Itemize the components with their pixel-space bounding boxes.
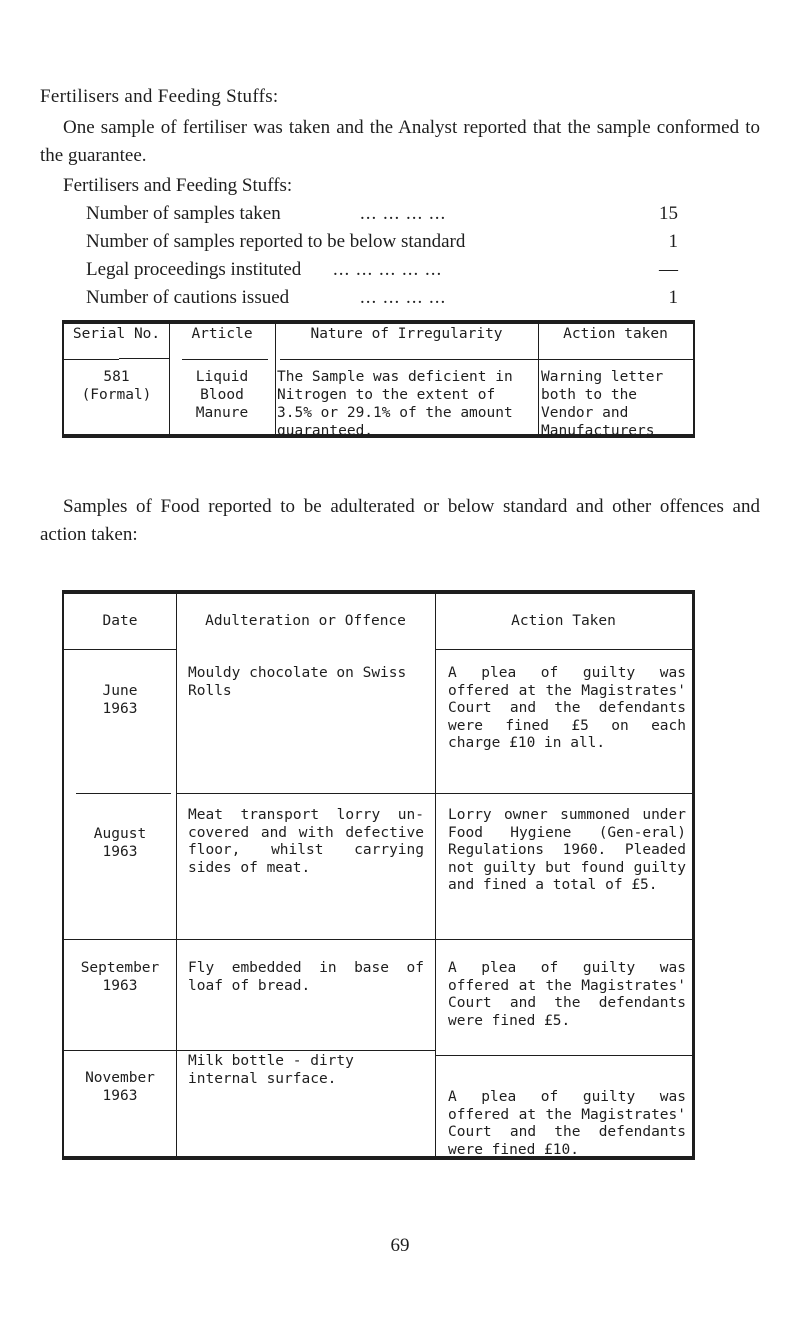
- date-year: 1963: [102, 977, 138, 994]
- header-article: Article: [191, 326, 253, 342]
- header-action-taken: Action taken: [563, 326, 668, 342]
- row-rule: [435, 793, 692, 794]
- stat-row-below-standard: [86, 231, 678, 259]
- row-rule: [435, 649, 692, 650]
- date-year: 1963: [102, 700, 138, 717]
- article-line: Blood: [200, 387, 244, 403]
- column-divider: [176, 594, 177, 1156]
- stat-label: Legal proceedings instituted: [86, 259, 302, 280]
- serial-line: (Formal): [81, 387, 152, 403]
- leader-dots: ... ... ... ... ...: [333, 259, 443, 280]
- header-rule: [64, 359, 119, 360]
- article-cell: [169, 368, 275, 422]
- row-rule: [176, 939, 435, 940]
- stat-row-legal-proceedings: [86, 259, 678, 287]
- date-year: 1963: [102, 843, 138, 860]
- header-rule: [538, 359, 693, 360]
- row-rule: [435, 1055, 692, 1056]
- stat-row-cautions-issued: [86, 287, 678, 315]
- action-line: Warning letter: [541, 369, 664, 385]
- column-divider: [435, 594, 436, 1156]
- action-cell: A plea of guilty was offered at the Magistrates' Court and the defendants were fined £10.: [448, 1089, 686, 1158]
- stat-value: —: [659, 259, 678, 280]
- date-cell: [64, 1070, 176, 1105]
- section-heading: Fertilisers and Feeding Stuffs:: [40, 86, 279, 107]
- action-cell: A plea of guilty was offered at the Magistrates' Court and the defendants were fined £5.: [448, 960, 686, 1029]
- header-adulteration-offence: Adulteration or Offence: [205, 613, 406, 629]
- nature-line: The Sample was deficient in: [277, 369, 513, 385]
- action-cell: A plea of guilty was offered at the Magistrates' Court and the defendants were fined £5 on each charge £10 in all.: [448, 665, 686, 751]
- header-nature: Nature of Irregularity: [310, 326, 503, 342]
- header-date: Date: [102, 613, 138, 629]
- intro-paragraph: One sample of fertiliser was taken and the Analyst reported that the sample conformed to the guarantee.: [40, 117, 760, 166]
- row-rule: [176, 1050, 435, 1051]
- row-rule: [435, 939, 692, 940]
- header-rule: [119, 358, 169, 359]
- stat-label: Number of samples taken: [86, 203, 281, 224]
- nature-line: guaranteed.: [277, 423, 374, 439]
- action-line: Vendor and: [541, 405, 629, 421]
- date-month: June: [102, 683, 138, 699]
- food-offences-table: [62, 590, 695, 1160]
- leader-dots: ... ... ... ...: [360, 203, 447, 224]
- offence-cell: Meat transport lorry un-covered and with defective floor, whilst carrying sides of meat.: [188, 807, 424, 876]
- serial-cell: [64, 368, 169, 404]
- stat-value: 1: [668, 287, 678, 308]
- stat-value: 15: [659, 203, 678, 224]
- action-line: Manufacturers: [541, 423, 655, 439]
- row-rule: [64, 939, 176, 940]
- row-rule: [64, 1050, 176, 1051]
- offence-cell: Fly embedded in base of loaf of bread.: [188, 960, 424, 994]
- header-rule: [280, 359, 538, 360]
- row-rule: [176, 793, 435, 794]
- offence-cell: Milk bottle - dirty internal surface.: [188, 1053, 354, 1087]
- stat-row-samples-taken: [86, 203, 678, 231]
- nature-line: Nitrogen to the extent of: [277, 387, 496, 403]
- summary-title: Fertilisers and Feeding Stuffs:: [63, 175, 293, 196]
- header-action-taken: Action Taken: [511, 613, 616, 629]
- date-cell: [64, 960, 176, 995]
- stat-label: Number of cautions issued: [86, 287, 290, 308]
- article-line: Liquid: [195, 369, 249, 385]
- article-line: Manure: [195, 405, 249, 421]
- action-cell: Lorry owner summoned under Food Hygiene (Gen-eral) Regulations 1960. Pleaded not guilty but found guilty and fined a total of £5.: [448, 807, 686, 893]
- action-cell: [541, 368, 691, 440]
- date-cell: [64, 826, 176, 861]
- date-year: 1963: [102, 1087, 138, 1104]
- nature-line: 3.5% or 29.1% of the amount: [277, 405, 513, 421]
- date-month: November: [85, 1070, 155, 1086]
- row-rule: [76, 793, 171, 794]
- page-number: 69: [390, 1235, 410, 1256]
- food-intro-paragraph: Samples of Food reported to be adulterated or below standard and other offences and action taken:: [40, 496, 760, 545]
- date-cell: [64, 683, 176, 718]
- nature-cell: [277, 368, 537, 440]
- date-month: September: [80, 960, 160, 976]
- row-rule: [64, 649, 176, 650]
- action-line: both to the: [541, 387, 638, 403]
- stat-label: Number of samples reported to be below standard: [86, 231, 466, 252]
- offence-cell: Mouldy chocolate on Swiss Rolls: [188, 665, 407, 699]
- leader-dots: ... ... ... ...: [360, 287, 447, 308]
- date-month: August: [93, 826, 147, 842]
- irregularity-table: [62, 320, 695, 438]
- header-rule: [182, 359, 268, 360]
- header-serial-no: Serial No.: [72, 326, 161, 342]
- stat-value: 1: [668, 231, 678, 252]
- serial-line: 581: [103, 369, 130, 385]
